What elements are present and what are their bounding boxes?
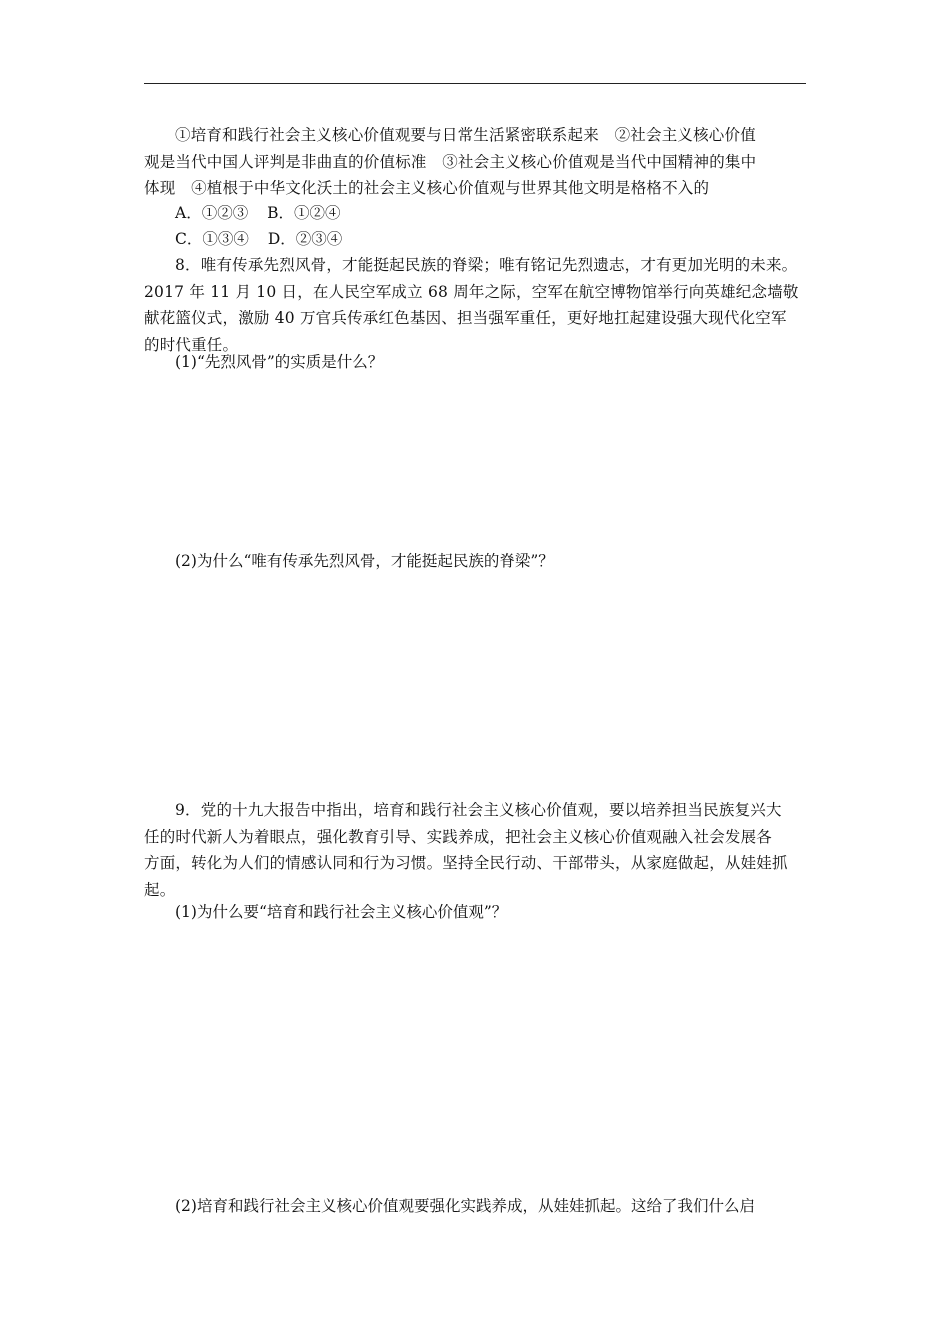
q8-stem <box>144 252 808 358</box>
q8-line: 2017 年 11 月 10 日，在人民空军成立 68 周年之际，空军在航空博物馆举行向英雄纪念墙敬 <box>144 282 799 301</box>
q9-line: 方面，转化为人们的情感认同和行为习惯。坚持全民行动、干部带头，从家庭做起，从娃娃抓 <box>144 854 788 872</box>
q7-option-d: D．②③④ <box>267 230 343 248</box>
q8-line: 的时代重任。 <box>144 335 239 354</box>
q7-options-row-2 <box>175 226 356 252</box>
q9-line: 起。 <box>144 880 176 899</box>
q7-options-row-1 <box>175 200 355 226</box>
q8-subquestion-1: (1)“先烈风骨”的实质是什么？ <box>175 353 384 371</box>
q9-subquestion-1: (1)为什么要“培育和践行社会主义核心价值观”？ <box>175 903 508 921</box>
q7-statement-line: 体现 ④植根于中华文化沃土的社会主义核心价值观与世界其他文明是格格不入的 <box>144 179 710 197</box>
q9-line: 任的时代新人为着眼点，强化教育引导、实践养成，把社会主义核心价值观融入社会发展各 <box>144 827 773 846</box>
q8-line: 献花篮仪式，激励 40 万官兵传承红色基因、担当强军重任，更好地扛起建设强大现代化空军 <box>144 309 787 327</box>
header-rule <box>144 83 806 84</box>
q7-option-a: A．①②③ <box>175 204 249 222</box>
q8-line: 8．唯有传承先烈风骨，才能挺起民族的脊梁；唯有铭记先烈遗志，才有更加光明的未来。 <box>175 256 798 274</box>
q9-subquestion-2: (2)培育和践行社会主义核心价值观要强化实践养成，从娃娃抓起。这给了我们什么启 <box>175 1197 755 1215</box>
q7-statement-line: ①培育和践行社会主义核心价值观要与日常生活紧密联系起来 ②社会主义核心价值 <box>175 126 756 144</box>
q9-stem <box>144 797 808 903</box>
q7-option-c: C．①③④ <box>175 230 249 248</box>
q7-statement-line: 观是当代中国人评判是非曲直的价值标准 ③社会主义核心价值观是当代中国精神的集中 <box>144 152 757 171</box>
q9-line: 9．党的十九大报告中指出，培育和践行社会主义核心价值观，要以培养担当民族复兴大 <box>175 801 782 819</box>
q7-statements <box>144 122 808 202</box>
q7-option-b: B．①②④ <box>267 204 341 222</box>
q8-subquestion-2: (2)为什么“唯有传承先烈风骨，才能挺起民族的脊梁”？ <box>175 552 554 570</box>
